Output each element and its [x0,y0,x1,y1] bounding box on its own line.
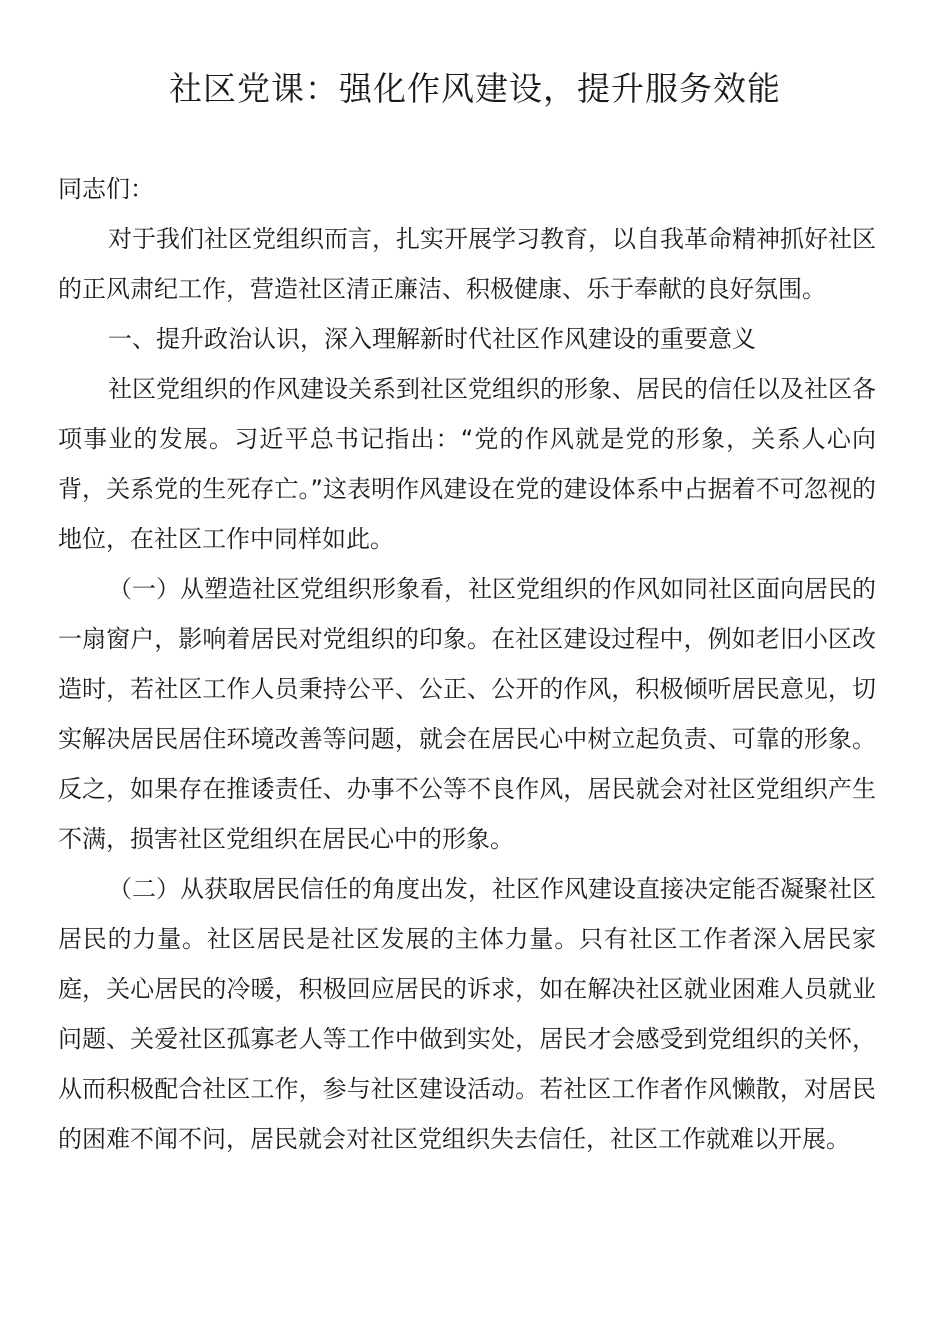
salutation: 同志们： [58,175,154,203]
document-body [58,164,876,1164]
paragraph-subsection-1: （一）从塑造社区党组织形象看，社区党组织的作风如同社区面向居民的一扇窗户，影响着居民对党组织的印象。在社区建设过程中，例如老旧小区改造时，若社区工作人员秉持公平、公正、公开的作风，积极倾听居民意见，切实解决居民居住环境改善等问题，就会在居民心中树立起负责、可靠的形象。反之，如果存在推诿责任、办事不公等不良作风，居民就会对社区党组织产生不满，损害社区党组织在居民心中的形象。 [58,575,876,853]
paragraph-section-1: 社区党组织的作风建设关系到社区党组织的形象、居民的信任以及社区各项事业的发展。习近平总书记指出：“党的作风就是党的形象，关系人心向背，关系党的生死存亡。”这表明作风建设在党的建设体系中占据着不可忽视的地位，在社区工作中同样如此。 [58,375,876,553]
paragraph-subsection-2: （二）从获取居民信任的角度出发，社区作风建设直接决定能否凝聚社区居民的力量。社区居民是社区发展的主体力量。只有社区工作者深入居民家庭，关心居民的冷暖，积极回应居民的诉求，如在解决社区就业困难人员就业问题、关爱社区孤寡老人等工作中做到实处，居民才会感受到党组织的关怀，从而积极配合社区工作，参与社区建设活动。若社区工作者作风懒散，对居民的困难不闻不问，居民就会对社区党组织失去信任，社区工作就难以开展。 [58,875,876,1153]
document-title: 社区党课：强化作风建设，提升服务效能 [169,69,781,108]
section-heading-1: 一、提升政治认识，深入理解新时代社区作风建设的重要意义 [108,325,756,353]
paragraph-intro: 对于我们社区党组织而言，扎实开展学习教育，以自我革命精神抓好社区的正风肃纪工作，营造社区清正廉洁、积极健康、乐于奉献的良好氛围。 [58,225,876,303]
